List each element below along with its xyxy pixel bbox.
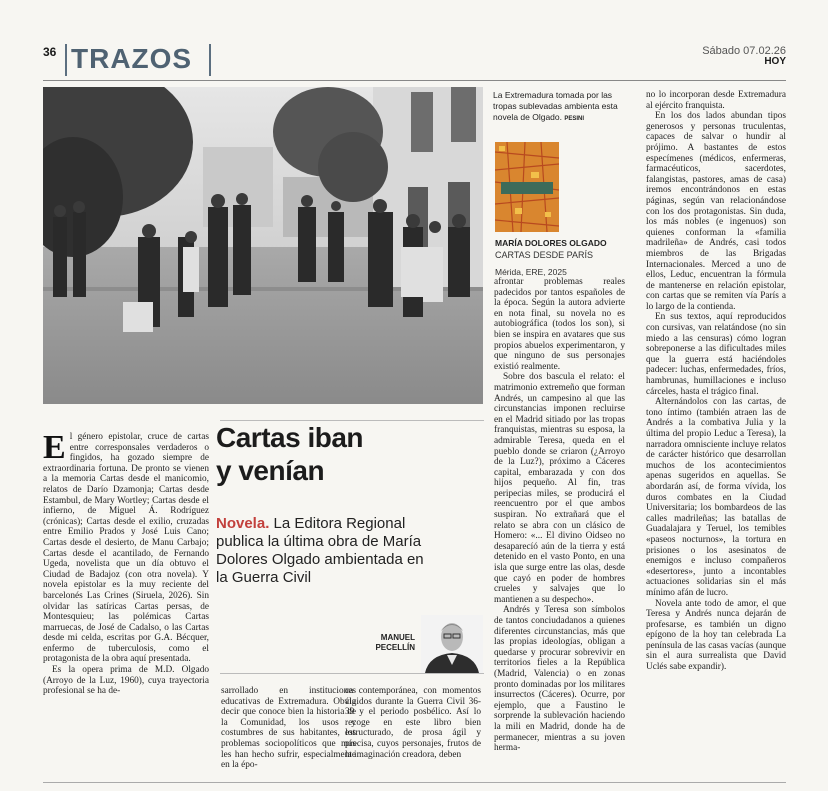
- footer-rule: [43, 782, 786, 783]
- author-portrait: [421, 615, 483, 673]
- article-column-1: El género epistolar, cruce de cartas entre corresponsales verdaderos o fingidos, ha gozado siempre de extraordinaria fortuna. De pronto se vienen a la memoria Cartas desde el manicomio, relatos de Darío Dzamonja; Cartas desde Estambul, de Mary Wortley; Cartas desde el infierno, de Miguel Á. Rodríguez (crónicas); Cartas desde el exilio, cruzadas entre Emilio Prados y José Luis Cano; Cartas desde el desierto, de Manu Carbajo; Cartas desde el acantilado, de Fernando Ugeda, novelista que un día obtuvo el Ciudad de Badajoz (con otra novela). Y novela epistolar es la muy reciente del barcelonés Las Crines (Siruela, 2026). Sin olvidar las satíricas Cartas persas, de Montesquieu; las polémicas Cartas marruecas, de José de Cadalso, o las Cartas desde mi celda, escritas por G.A. Bécquer, enfermo de tuberculosis, como el protagonista de la obra aquí presentada. Es la opera prima de M.D. Olgado (Arroyo de la Luz, 1960), cuya trayectoria profesional se ha de-: [43, 429, 209, 697]
- byline: MANUEL PECELLÍN: [375, 633, 415, 652]
- header-divider-right: [209, 44, 211, 76]
- article-column-3: afrontar problemas reales padecidos por tantos españoles de la época. Según la autora advierte en nota final, su novela no es autobiográfica (todos los son), si bien se inspira en avatares que sus propios abuelos experimentaron, y que ninguno de sus personajes existió realmente. Sobre dos bascula el relato: el matrimonio extremeño que forman Andrés, un campesino al que las circunstancias imponen recluirse en el Madrid sitiado por las tropas franquistas, mientras su esposa, la admirable Teresa, queda en el pueblo donde se criaron (¿Arroyo de la Luz?), próximo a Cáceres capital, embarazada y con dos hijos pequeño. Al fin, tras peripecias miles, se producirá el reencuentro por el que ambos suspiran. No extrañará que el relato se abra con un clásico de Homero: «... El divino Oidseo no desaparecíó aún de la tierra y está detenido en el vasto Ponto, en una isla que surge entre las olas, desde que cayó en poder de hombres crueles y salvajes que lo mantienen a su despecho». Andrés y Teresa son símbolos de tantos conciudadanos a quienes diferentes circunstancias, más que las propias ideologías, obligan a quedarse y procurar sobrevivir en territorios fieles a la República (Madrid, Valencia) o en zonas pronto dominadas por los militares insurrectos (Cáceres). Ocurre, por ejemplo, que a Faustino le sorprende la sublevación haciendo la mili en Madrid, donde ha de permanecer, mientras a su joven herma-: [494, 277, 625, 754]
- article-headline: Cartas iban y venían: [216, 422, 363, 486]
- photo-credit: PESINI: [564, 116, 585, 122]
- header-divider: [65, 44, 67, 76]
- historic-photo: [43, 87, 483, 404]
- section-title: TRAZOS: [71, 43, 193, 74]
- article-deck: [216, 515, 438, 587]
- book-details: [495, 238, 607, 277]
- book-title: CARTAS DESDE PARÍS: [495, 250, 594, 260]
- header-rule: [43, 80, 786, 81]
- article-column-2a: sarrollado en instituciones educativas de Extremadura. Obvia decir que conoce bien la historia de la Comunidad, los usos y costumbres de sus habitantes, los problemas sociopolíticos que más les han hecho sufrir, especialmente en la épo-: [221, 686, 356, 771]
- page-number: 36: [43, 45, 57, 59]
- newspaper-name: HOY: [764, 56, 786, 67]
- deck-text: La Editora Regional publica la última obra de María Dolores Olgado ambientada en la Guerra Civil: [216, 515, 424, 586]
- photo-caption: La Extremadura tomada por las tropas sublevadas ambienta esta novela de Olgado. PESINI: [493, 90, 618, 122]
- article-column-4: no lo incorporan desde Extremadura al ejército franquista. En los dos lados abundan tipos generosos y personas truculentas, capaces de salvar o hundir al prójimo. A bastantes de estos especímenes (médicos, enfermeras, farmacéuticos, sacerdotes, falangistas, pastores, amas de casa) iremos encontrándonos en estas páginas, según van relacionándose con los dos protagonistas. Sin duda, los más nobles (e ingenuos) son quienes conforman la «familia madrileña» de Andrés, casi todos miembros de las Brigadas Internacionales. Merced a uno de ellos, Leduc, encuentran la fórmula de mantenerse en relación epistolar, con cartas que se remiten vía París a lo largo de la contienda. En sus textos, aquí reproducidos con cursivas, van relatándose (no sin miedo a las censuras) cómo logran sobreponerse a las dificultades miles que la guerra está haciéndoles padecer: luchas, enfermedades, fríos, hambrunas, humillaciones e incluso cárceles, hasta el trágico final. Alternándolos con las cartas, de tono íntimo (también atraen las de Andrés a la combativa Julia y la última del propio Leduc a Teresa), la narradora omnisciente incluye relatos de carácter histórico que desarrollan muchos de los acontecimientos apenas sugeridos en aquellas. Se abordarán así, de forma vívida, los duros combates en la Ciudad Universitaria; los bombardeos de las calles madrileñas; las batallas de Guadalajara y Teruel, los temibles «paseos nocturnos», la tortura en prisiones o los asesinatos de enemigos e incluso compañeros «desertores», junto a incontables actuaciones solidarias sin el más mínimo afán de lucro. Novela ante todo de amor, el que Teresa y Andrés nunca dejarán de profesarse, es también un digno epígono de la hoy tan celebrada La península de las casas vacías (aunque sin el aura surrealista que David Uclés sabe expandir).: [646, 90, 786, 673]
- deck-kicker: Novela.: [216, 515, 270, 532]
- book-cover: [495, 142, 559, 232]
- drop-cap: E: [43, 429, 66, 466]
- book-author: MARÍA DOLORES OLGADO: [495, 238, 607, 248]
- book-publication: Mérida, ERE, 2025: [495, 267, 567, 277]
- article-column-2b: ca contemporánea, con momentos álgidos durante la Guerra Civil 36-39 y el periodo posbélico. Así lo recoge en este libro bien estructurado, de prosa ágil y precisa, cuyos personajes, frutos de la imaginación creadora, deben: [345, 686, 481, 760]
- issue-date: Sábado 07.02.26: [702, 45, 786, 57]
